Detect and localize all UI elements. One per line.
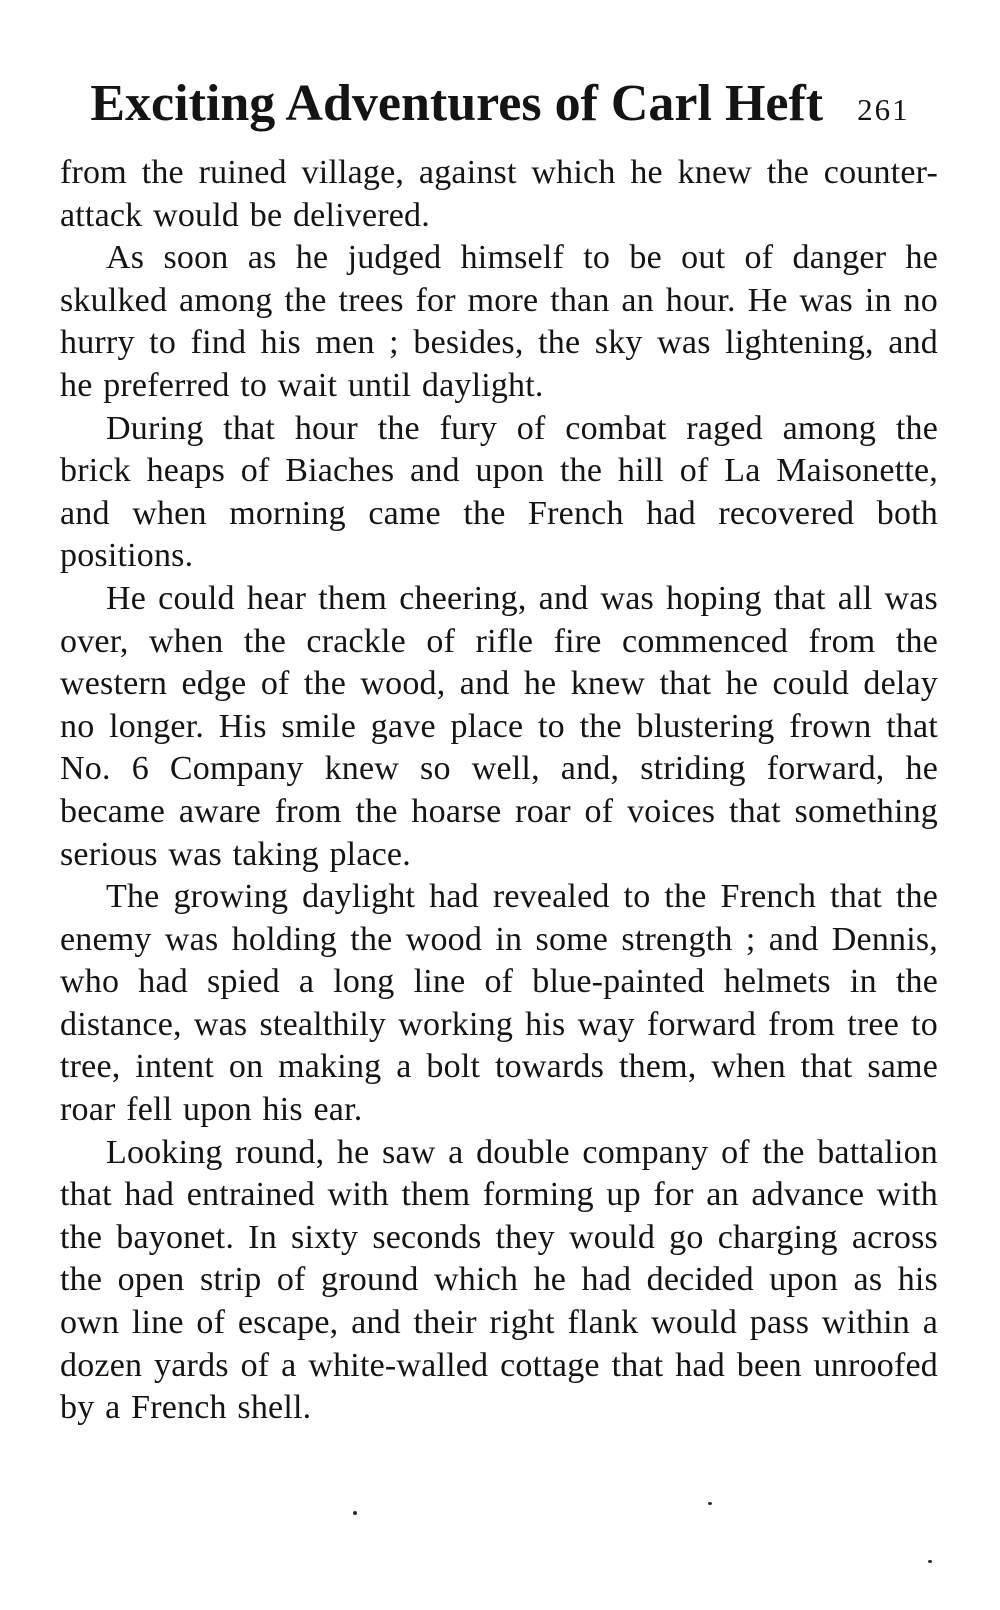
page-number: 261	[857, 92, 910, 127]
paragraph: The growing daylight had revealed to the French that the enemy was holding the wood in some strength ; and Dennis, who had spied a long line of blue-painted helmets in the distance, was stealthily working his way forward from tree to tree, intent on making a bolt towards them, when that same roar fell upon his ear.	[60, 878, 938, 1129]
paragraph: As soon as he judged himself to be out of danger he skulked among the trees for more than an hour. He was in no hurry to find his men ; besides, the sky was lightening, and he preferred to wait until daylight.	[60, 239, 938, 404]
scan-speck	[928, 1560, 932, 1563]
paragraph-continuation: from the ruined village, against which he knew the counter-attack would be delivered.	[60, 154, 938, 234]
page-body	[60, 152, 938, 1430]
paragraph: Looking round, he saw a double company of the battalion that had entrained with them forming up for an advance with the bayonet. In sixty seconds they would go charging across the open strip of ground which he had decided upon as his own line of escape, and their right flank would pass within a dozen yards of a white-walled cottage that had been unroofed by a French shell.	[60, 1133, 938, 1427]
running-title: Exciting Adventures of Carl Heft	[90, 75, 824, 132]
paragraph: He could hear them cheering, and was hoping that all was over, when the crackle of rifle fire commenced from the western edge of the wood, and he knew that he could delay no longer. His smile gave place to the blustering frown that No. 6 Company knew so well, and, striding forward, he became aware from the hoarse roar of voices that something serious was taking place.	[60, 579, 938, 873]
scan-speck	[708, 1502, 712, 1505]
paragraph: During that hour the fury of combat raged among the brick heaps of Biaches and upon the hill of La Maisonette, and when morning came the French had recovered both positions.	[60, 409, 938, 575]
scan-speck	[353, 1511, 357, 1515]
page-header	[0, 0, 1000, 130]
